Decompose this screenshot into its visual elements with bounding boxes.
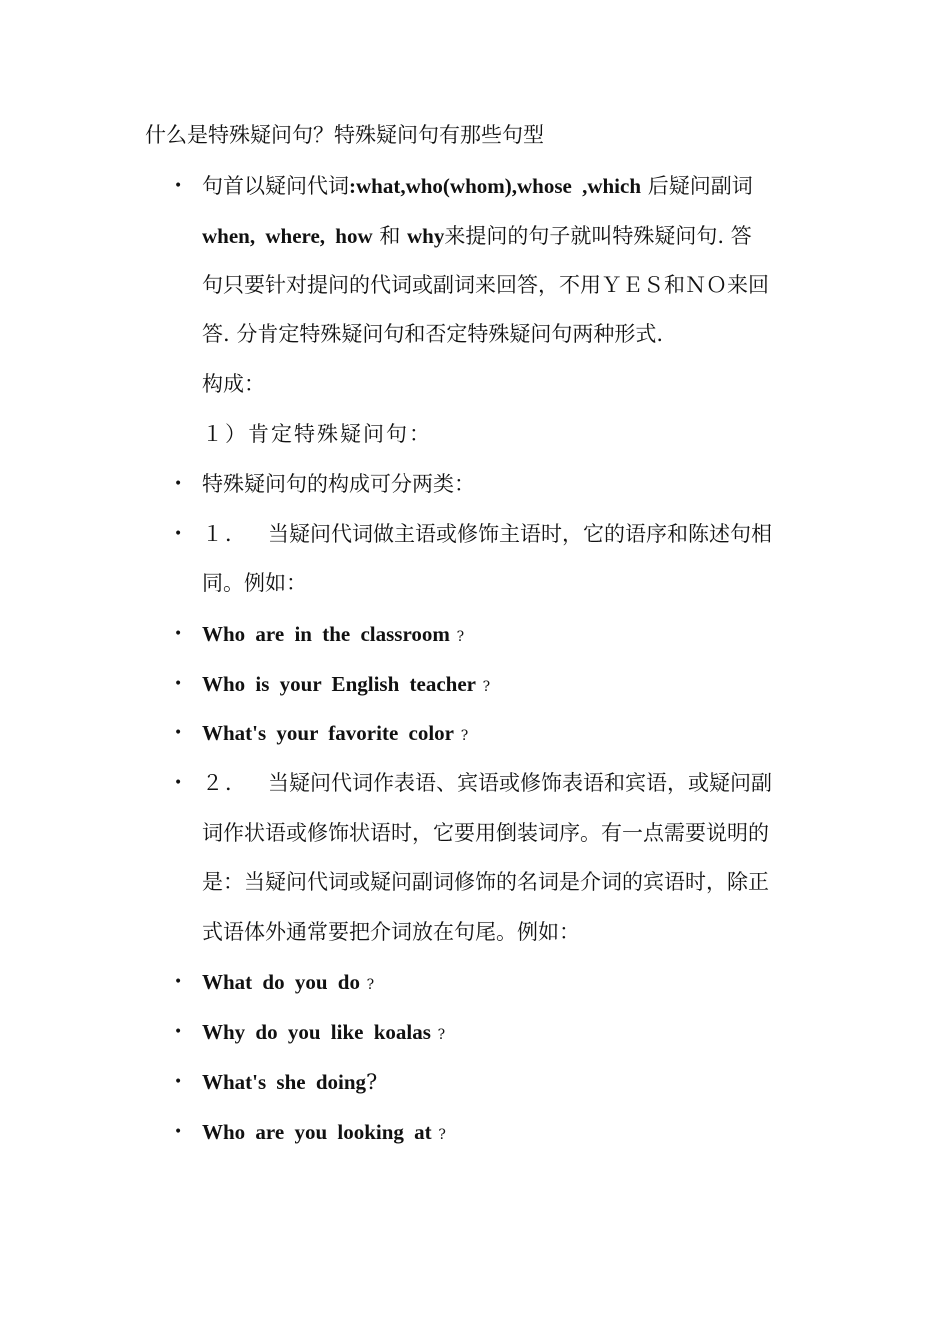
bullet-icon: •: [174, 1074, 183, 1090]
affirmative-label: １）肯定特殊疑问句：: [202, 422, 432, 446]
intro-line-4: 答. 分肯定特殊疑问句和否定特殊疑问句两种形式.: [202, 322, 664, 346]
rule-1-line-1: [202, 518, 772, 550]
example-text: What's your favorite color: [202, 721, 454, 745]
example-text: Who is your English teacher: [202, 672, 476, 696]
pronoun-list: :what,who(whom),whose ,which: [349, 174, 642, 198]
bullet-icon: •: [174, 1024, 183, 1040]
example-sentence: [202, 1066, 377, 1098]
question-mark: ?: [456, 629, 465, 645]
bullet-icon: •: [174, 1124, 183, 1140]
question-mark: ?: [366, 1070, 378, 1094]
rule-2-line-4: 式语体外通常要把介词放在句尾。例如：: [202, 920, 580, 944]
example-sentence: [202, 966, 374, 1001]
intro-line-2: [202, 220, 752, 252]
categories-label: 特殊疑问句的构成可分两类：: [202, 472, 475, 496]
page-title: 什么是特殊疑问句？特殊疑问句有那些句型: [145, 123, 544, 147]
bullet-icon: •: [174, 974, 183, 990]
intro-line-3: 句只要针对提问的代词或副词来回答，不用ＹＥＳ和ＮＯ来回: [202, 273, 769, 297]
rule-1-number: １．: [202, 522, 248, 546]
intro-line-1: [202, 170, 753, 202]
question-mark: ?: [460, 728, 469, 744]
intro-text: 和: [379, 224, 401, 248]
rule-2-line-1: [202, 767, 772, 799]
intro-text: 来提问的句子就叫特殊疑问句. 答: [444, 224, 752, 248]
adverb-why: why: [407, 224, 445, 248]
question-mark: ?: [482, 679, 491, 695]
bullet-icon: •: [174, 775, 183, 791]
question-mark: ?: [437, 1027, 446, 1043]
bullet-icon: •: [174, 725, 183, 741]
question-mark: ?: [366, 977, 375, 993]
rule-2-line-2: 词作状语或修饰状语时，它要用倒装词序。有一点需要说明的: [202, 821, 769, 845]
example-text: What do you do: [202, 970, 360, 994]
example-sentence: [202, 618, 464, 653]
example-text: Who are in the classroom: [202, 622, 450, 646]
example-text: Who are you looking at: [202, 1120, 432, 1144]
rule-2-text: 当疑问代词作表语、宾语或修饰表语和宾语，或疑问副: [268, 771, 773, 795]
question-mark: ?: [438, 1127, 446, 1143]
example-text: Why do you like koalas: [202, 1020, 431, 1044]
example-sentence: [202, 668, 490, 703]
rule-1-line-2: 同。例如：: [202, 571, 307, 595]
adverb-list: when, where, how: [202, 224, 373, 248]
rule-2-line-3: 是：当疑问代词或疑问副词修饰的名词是介词的宾语时，除正: [202, 870, 769, 894]
rule-2-number: ２．: [202, 771, 248, 795]
example-sentence: [202, 717, 468, 752]
bullet-icon: •: [174, 626, 183, 642]
intro-text: 后疑问副词: [647, 174, 753, 198]
bullet-icon: •: [174, 526, 183, 542]
example-text: What's she doing: [202, 1070, 367, 1094]
example-sentence: [202, 1016, 445, 1051]
bullet-icon: •: [174, 476, 183, 492]
example-sentence: [202, 1116, 446, 1151]
intro-text: 句首以疑问代词: [202, 174, 349, 198]
bullet-icon: •: [174, 676, 183, 692]
rule-1-text: 当疑问代词做主语或修饰主语时，它的语序和陈述句相: [268, 522, 773, 546]
bullet-icon: •: [174, 178, 183, 194]
composition-label: 构成：: [202, 372, 265, 396]
